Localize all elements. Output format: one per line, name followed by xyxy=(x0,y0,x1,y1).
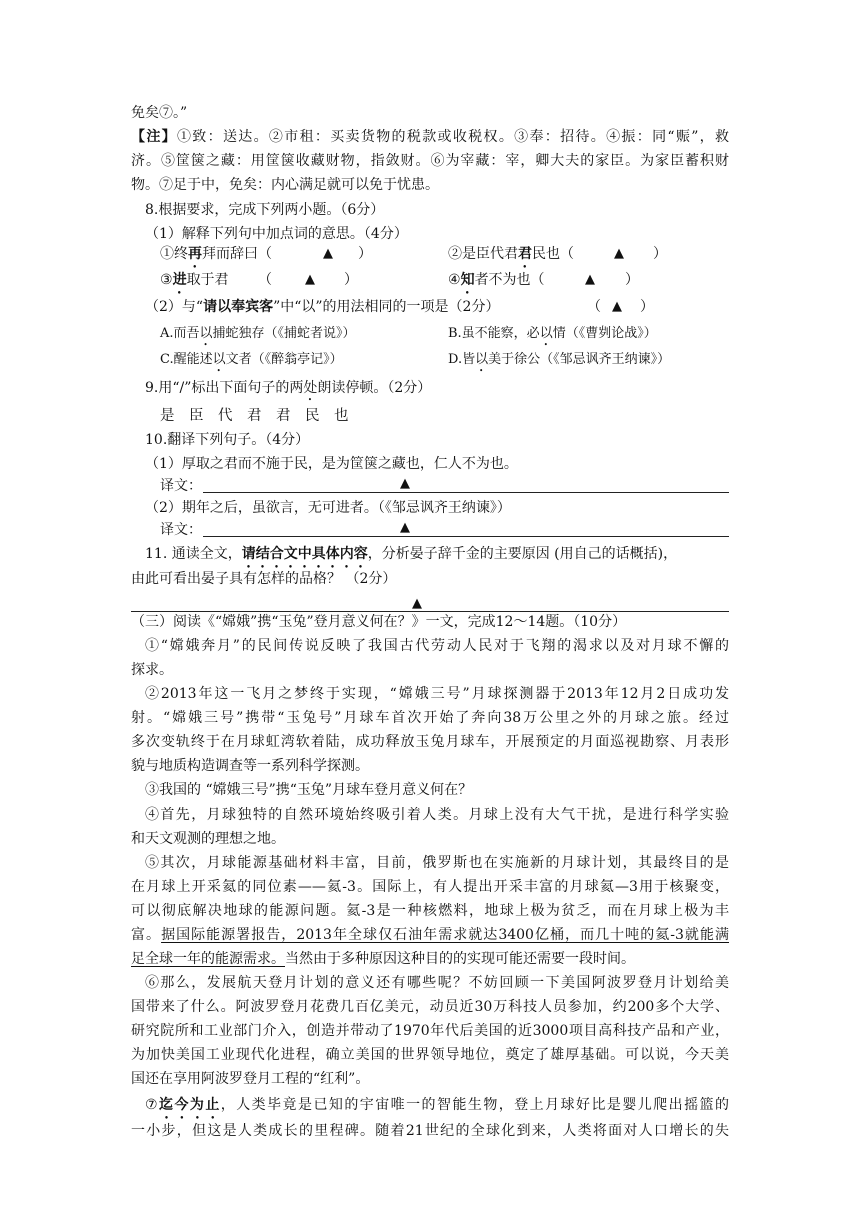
bold-phrase: 请以奉宾客 xyxy=(203,299,274,315)
dotted-word: 以 xyxy=(475,352,489,367)
text-line: 免矣⑦。” xyxy=(131,105,188,121)
option-d: D.皆以美于徐公（《邹忌讽齐王纳谏》） xyxy=(448,352,671,367)
option-c: C.醒能述以文者（《醉翁亭记》） xyxy=(160,352,343,367)
question-11: 11. 通读全文，请结合文中具体内容，分析晏子辞千金的主要原因 (用自己的话概括)， xyxy=(145,546,678,562)
dotted-word: 君 xyxy=(518,246,532,262)
answer-marker: ▲ xyxy=(612,299,622,314)
item-8-1d: ④知者不为也（ xyxy=(448,272,545,288)
answer-marker: ▲ xyxy=(400,520,410,535)
question-11-cont: 由此可看出晏子具有怎样的品格？ （2分） xyxy=(131,571,397,587)
emphasis-phrase: 迄今为止 xyxy=(159,1097,221,1113)
paragraph-line: 探求。 xyxy=(131,662,173,678)
answer-marker: ▲ xyxy=(323,246,333,261)
pause-sentence: 是 臣 代 君 君 民 也 xyxy=(160,408,349,424)
paragraph-line: ⑦迄今为止，人类毕竟是已知的宇宙唯一的智能生物，登上月球好比是婴儿爬出摇篮的 xyxy=(145,1097,729,1113)
option-b: B.虽不能察，必以情（《曹刿论战》） xyxy=(448,326,657,341)
paragraph-line: ③我国的 “嫦娥三号”携“玉兔”月球车登月意义何在？ xyxy=(145,782,473,798)
answer-marker: ▲ xyxy=(305,272,315,287)
answer-marker: ▲ xyxy=(400,476,410,491)
question-8-1: （1）解释下列句中加点词的意思。（4分） xyxy=(145,226,408,242)
paren-close: ） xyxy=(640,299,654,315)
answer-marker: ▲ xyxy=(412,596,422,611)
paragraph-line: ⑥那么，发展航天登月计划的意义还有哪些呢？不妨回顾一下美国阿波罗登月计划给美 xyxy=(145,975,729,991)
paragraph-line: 富。据国际能源署报告，2013年全球仅石油年需求就达3400亿桶，而几十吨的氦-3就能满 xyxy=(131,927,729,943)
emphasis-phrase: 请结合文中具体内容 xyxy=(241,546,368,562)
paragraph-line: 研究院所和工业部门介入，创造并带动了1970年代后美国的近3000项目高科技产品和产业， xyxy=(131,1023,729,1039)
paren-open: （ xyxy=(587,299,601,315)
paragraph-line: ②2013年这一飞月之梦终于实现，“嫦娥三号”月球探测器于2013年12月2日成功发 xyxy=(145,686,729,702)
paragraph-line: 貌与地质构造调查等一系列科学探测。 xyxy=(131,758,369,774)
dotted-word: 知 xyxy=(460,272,475,288)
question-8: 8.根据要求，完成下列两小题。（6分） xyxy=(145,202,385,218)
note-label: 【注】 xyxy=(131,129,177,145)
note-line: 济。⑤筐箧之藏：用筐箧收藏财物，指敛财。⑥为宰藏：宰，卿大夫的家臣。为家臣蓄积财 xyxy=(131,153,729,169)
dotted-word: 处 xyxy=(303,380,318,396)
paren-close: ） xyxy=(358,246,372,262)
question-10-1: （1）厚取之君而不施于民，是为筐箧之藏也，仁人不为也。 xyxy=(145,456,518,472)
item-8-1a: ①终再拜而辞曰（ xyxy=(160,246,272,262)
paragraph-line: ④首先，月球独特的自然环境始终吸引着人类。月球上没有大气干扰，是进行科学实验 xyxy=(145,807,729,823)
dotted-word: 进 xyxy=(172,272,187,288)
dotted-word: 以 xyxy=(199,326,213,341)
paragraph-line: 射。“嫦娥三号”携带“玉兔号”月球车首次开始了奔向38万公里之外的月球之旅。经过 xyxy=(131,710,729,726)
paragraph-line: 国还在享用阿波罗登月工程的“红利”。 xyxy=(131,1071,370,1087)
answer-line[interactable] xyxy=(203,492,729,493)
paragraph-line: 国带来了什么。阿波罗登月花费几百亿美元，动员近30万科技人员参加，约200多个大学、 xyxy=(131,999,729,1015)
paragraph-line: 一小步，但这是人类成长的里程碑。随着21世纪的全球化到来，人类将面对人口增长的失 xyxy=(131,1123,729,1139)
option-a: A.而吾以捕蛇独存（《捕蛇者说》） xyxy=(160,326,356,341)
paragraph-line: 多次变轨终于在月球虹湾软着陆，成功释放玉兔月球车，开展预定的月面巡视勘察、月表形 xyxy=(131,734,729,750)
item-8-1c: ③进取于君 xyxy=(160,272,229,288)
question-10-2: （2）期年之后，虽欲言，无可进者。（《邹忌讽齐王纳谏》） xyxy=(145,500,511,516)
answer-marker: ▲ xyxy=(585,272,595,287)
translation-label: 译文： xyxy=(160,522,202,538)
translation-label: 译文： xyxy=(160,478,202,494)
paren-close: ） xyxy=(653,246,667,262)
item-8-1b: ②是臣代君君民也（ xyxy=(448,246,574,262)
paragraph-line: 为加快美国工业现代化进程，确立美国的世界领导地位，奠定了雄厚基础。可以说，今天美 xyxy=(131,1047,729,1063)
paragraph-line: 在月球上开采氦的同位素——氦-3。国际上，有人提出开采丰富的月球氦—3用于核聚变， xyxy=(131,879,729,895)
answer-marker: ▲ xyxy=(614,246,624,261)
section-3-heading: （三）阅读《“嫦娥”携“玉兔”登月意义何在？》一文，完成12～14题。（10分） xyxy=(131,614,627,630)
paragraph-line: 和天文观测的理想之地。 xyxy=(131,831,285,847)
note-line: 物。⑦足于中，免矣：内心满足就可以免于忧患。 xyxy=(131,177,439,193)
question-10: 10.翻译下列句子。（4分） xyxy=(145,432,310,448)
answer-line[interactable] xyxy=(203,536,729,537)
paragraph-line: 可以彻底解决地球的能源问题。氦-3是一种核燃料，地球上极为贫乏，而在月球上极为丰 xyxy=(131,903,729,919)
note-text: ①致：送达。②市租：买卖货物的税款或收税权。③奉：招待。④振：同“赈”，救 xyxy=(176,129,729,145)
underlined-sentence: 足全球一年的能源需求。 xyxy=(131,951,285,967)
dotted-word: 以 xyxy=(539,326,553,341)
paren-open: （ xyxy=(258,272,272,288)
paren-close: ） xyxy=(344,272,358,288)
dotted-word: 以 xyxy=(212,352,226,367)
underlined-sentence: 据国际能源署报告，2013年全球仅石油年需求就达3400亿桶，而几十吨的氦-3就能满 xyxy=(161,927,729,943)
question-9: 9.用“/”标出下面句子的两处朗读停顿。（2分） xyxy=(145,380,432,396)
paragraph-line: ①“嫦娥奔月”的民间传说反映了我国古代劳动人民对于飞翔的渴求以及对月球不懈的 xyxy=(145,638,729,654)
dotted-word: 再 xyxy=(188,246,202,262)
question-8-2: （2）与“请以奉宾客”中“以”的用法相同的一项是（2分） xyxy=(145,299,500,315)
paragraph-line: 足全球一年的能源需求。当然由于多种原因这种目的的实现可能还需要一段时间。 xyxy=(131,951,635,967)
paren-close: ） xyxy=(625,272,639,288)
note-line xyxy=(131,127,729,147)
paragraph-line: ⑤其次，月球能源基础材料丰富，目前，俄罗斯也在实施新的月球计划，其最终目的是 xyxy=(145,855,729,871)
